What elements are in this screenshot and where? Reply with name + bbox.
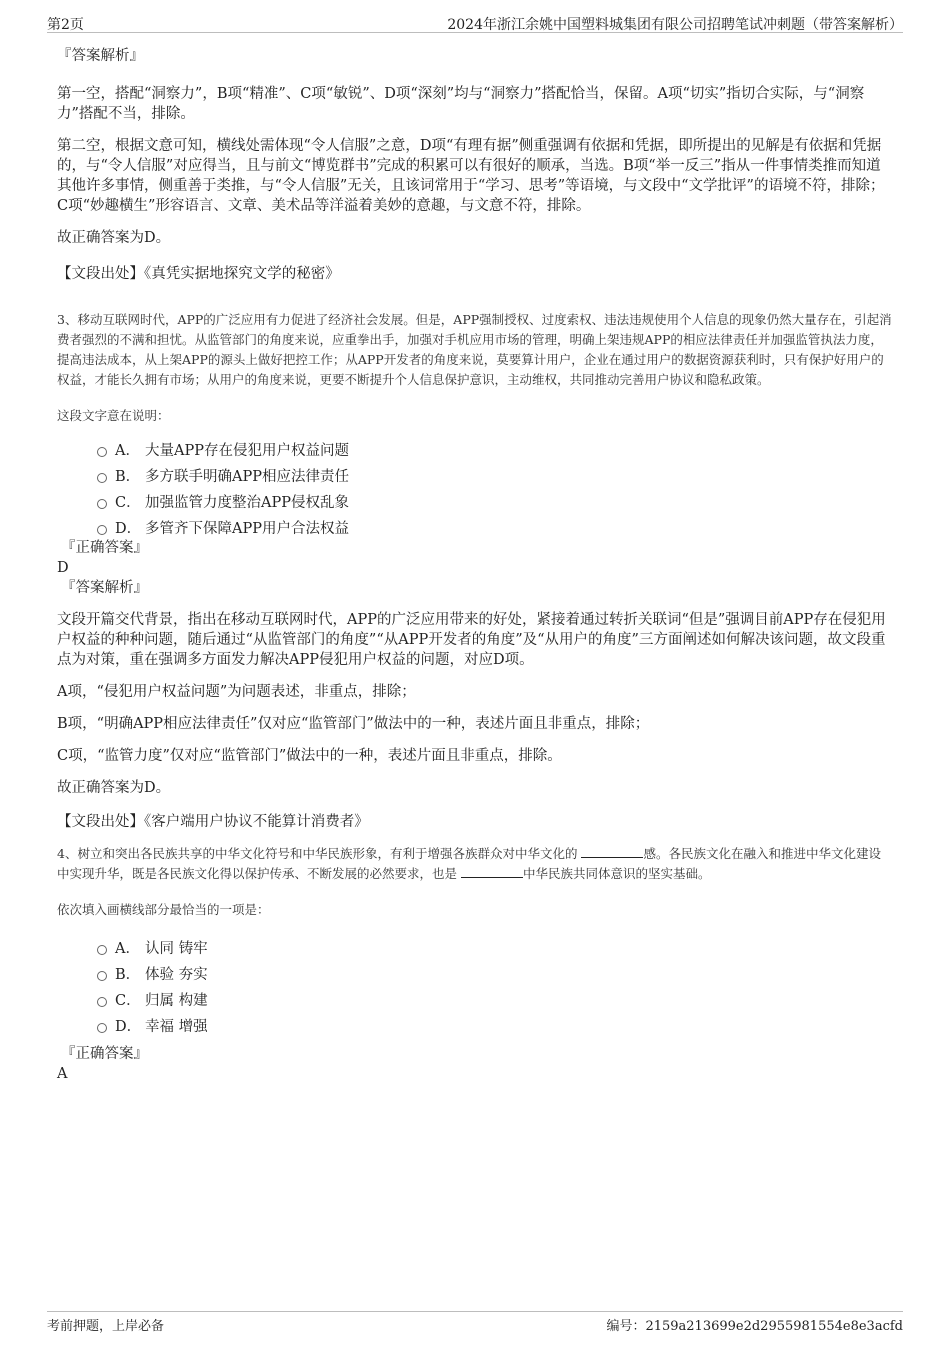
radio-icon[interactable] xyxy=(97,945,107,955)
analysis-label: 『答案解析』 xyxy=(57,48,144,64)
analysis-label: 『答案解析』 xyxy=(61,580,148,596)
option-c[interactable]: C． 归属 构建 xyxy=(97,988,893,1014)
option-list xyxy=(97,438,893,542)
radio-icon[interactable] xyxy=(97,525,107,535)
answer-label: 『正确答案』 xyxy=(61,540,148,556)
question-prompt: 依次填入画横线部分最恰当的一项是： xyxy=(57,902,270,917)
conclusion: 故正确答案为D。 xyxy=(57,780,171,796)
radio-icon[interactable] xyxy=(97,1023,107,1033)
question-stem: 4、树立和突出各民族共享的中华文化符号和中华民族形象，有利于增强各族群众对中华文化的 感。各民族文化在融入和推进中华文化建设中实现升华，既是各民族文化得以保护传承、不断发展的必然要求，也是 中华民族共同体意识的坚实基础。 xyxy=(57,846,881,881)
fill-blank xyxy=(581,845,643,858)
radio-icon[interactable] xyxy=(97,499,107,509)
option-d[interactable]: D． 幸福 增强 xyxy=(97,1014,893,1040)
page-header xyxy=(47,12,903,33)
source-citation: 【文段出处】《客户端用户协议不能算计消费者》 xyxy=(57,814,369,830)
fill-blank xyxy=(461,865,523,878)
radio-icon[interactable] xyxy=(97,971,107,981)
footer-slogan: 考前押题，上岸必备 xyxy=(47,1319,165,1334)
analysis-paragraph: C项，“监管力度”仅对应“监管部门”做法中的一种，表述片面且非重点，排除。 xyxy=(57,748,562,764)
option-a[interactable]: A． 大量APP存在侵犯用户权益问题 xyxy=(97,438,893,464)
question-stem: 3、移动互联网时代，APP的广泛应用有力促进了经济社会发展。但是，APP强制授权、过度索权、违法违规使用个人信息的现象仍然大量存在，引起消费者强烈的不满和担忧。从监管部门的角度来说，应重拳出手，加强对手机应用市场的管理，明确上架违规APP的相应法律责任并加强监管执法力度，提高违法成本，从上架APP的源头上做好把控工作；从APP开发者的角度来说，莫要算计用户，企业在通过用户的数据资源获利时，只有保护好用户的权益，才能长久拥有市场；从用户的角度来说，更要不断提升个人信息保护意识，主动维权，共同推动完善用户协议和隐私政策。 xyxy=(57,312,892,387)
radio-icon[interactable] xyxy=(97,447,107,457)
answer-value: D xyxy=(57,560,69,576)
option-list xyxy=(97,936,893,1040)
analysis-paragraph: A项，“侵犯用户权益问题”为问题表述，非重点，排除； xyxy=(57,684,416,700)
analysis-paragraph: B项，“明确APP相应法律责任”仅对应“监管部门”做法中的一种，表述片面且非重点，排除； xyxy=(57,716,650,732)
answer-label: 『正确答案』 xyxy=(61,1046,148,1062)
document-id: 编号：2159a213699e2d2955981554e8e3acfd xyxy=(606,1319,903,1334)
page-number: 第2页 xyxy=(47,17,84,33)
option-a[interactable]: A． 认同 铸牢 xyxy=(97,936,893,962)
analysis-paragraph: 第一空，搭配“洞察力”，B项“精准”、C项“敏锐”、D项“深刻”均与“洞察力”搭配恰当，保留。A项“切实”指切合实际，与“洞察力”搭配不当，排除。 xyxy=(57,86,865,122)
page-footer xyxy=(47,1311,903,1333)
source-citation: 【文段出处】《真凭实据地探究文学的秘密》 xyxy=(57,266,340,282)
option-c[interactable]: C． 加强监管力度整治APP侵权乱象 xyxy=(97,490,893,516)
answer-value: A xyxy=(57,1066,68,1082)
page-content xyxy=(57,40,893,1084)
option-b[interactable]: B． 多方联手明确APP相应法律责任 xyxy=(97,464,893,490)
radio-icon[interactable] xyxy=(97,473,107,483)
document-title: 2024年浙江余姚中国塑料城集团有限公司招聘笔试冲刺题（带答案解析） xyxy=(447,17,903,33)
question-prompt: 这段文字意在说明： xyxy=(57,408,170,423)
analysis-paragraph: 第二空，根据文意可知，横线处需体现“令人信服”之意，D项“有理有据”侧重强调有依据和凭据，即所提出的见解是有依据和凭据的，与“令人信服”对应得当，且与前文“博览群书”完成的积累可以有很好的顺承，当选。B项“举一反三”指从一件事情类推而知道其他许多事情，侧重善于类推，与“令人信服”无关，且该词常用于“学习、思考”等语境，与文段中“文学批评”的语境不符，排除；C项“妙趣横生”形容语言、文章、美术品等洋溢着美妙的意趣，与文意不符，排除。 xyxy=(57,138,885,214)
option-b[interactable]: B． 体验 夯实 xyxy=(97,962,893,988)
option-d[interactable]: D． 多管齐下保障APP用户合法权益 xyxy=(97,516,893,542)
radio-icon[interactable] xyxy=(97,997,107,1007)
analysis-paragraph: 文段开篇交代背景，指出在移动互联网时代，APP的广泛应用带来的好处，紧接着通过转折关联词“但是”强调目前APP存在侵犯用户权益的种种问题，随后通过“从监管部门的角度”“从APP开发者的角度”及“从用户的角度”三方面阐述如何解决该问题，故文段重点为对策，重在强调多方面发力解决APP侵犯用户权益的问题，对应D项。 xyxy=(57,612,886,668)
conclusion: 故正确答案为D。 xyxy=(57,230,171,246)
